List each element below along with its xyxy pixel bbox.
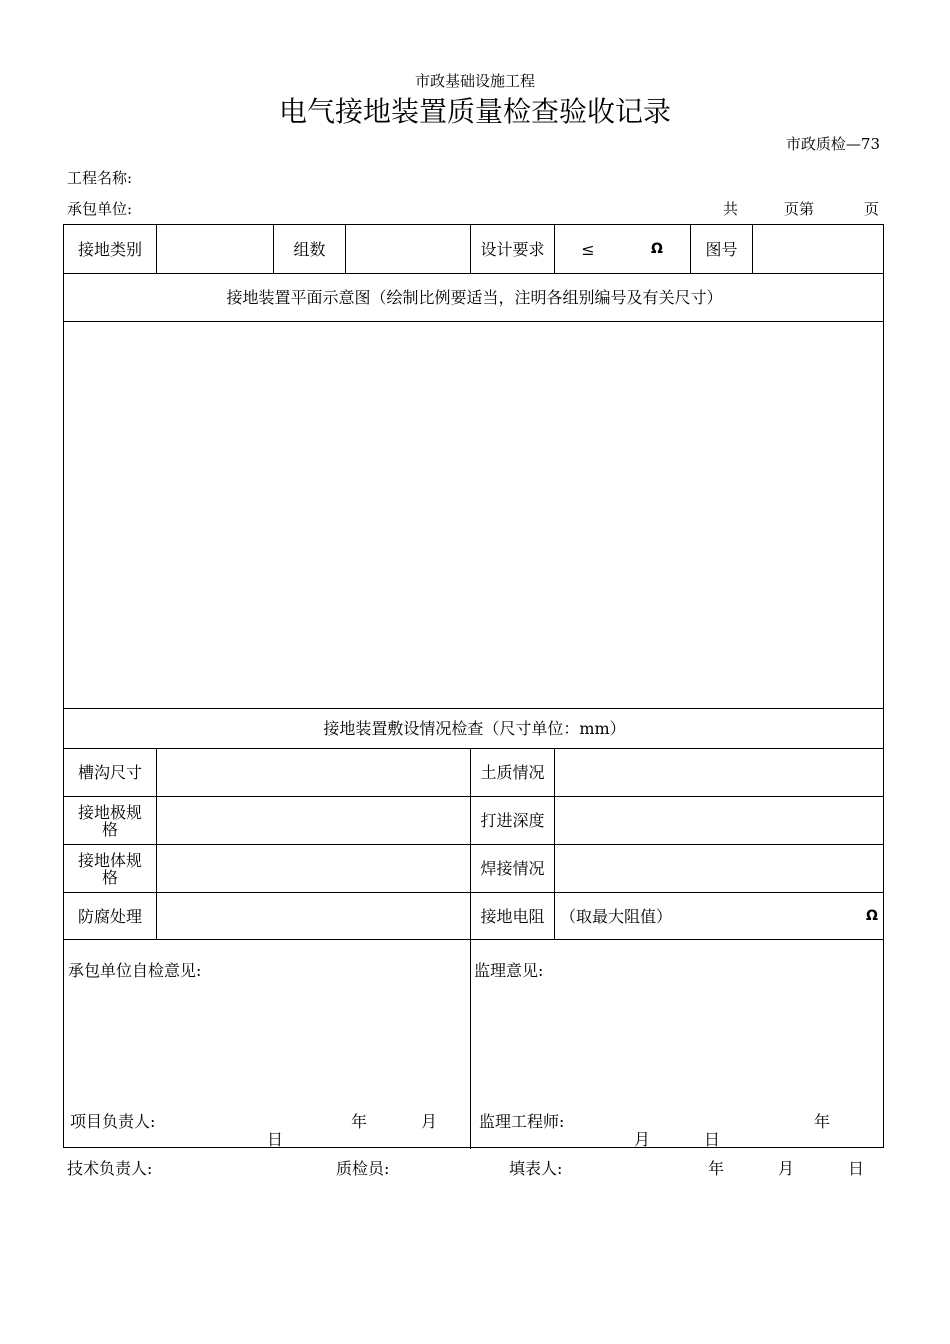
group-count-label: 组数	[293, 239, 326, 259]
trench-size-label: 槽沟尺寸	[77, 763, 142, 782]
electrode-spec-cell	[64, 797, 156, 844]
welding-condition-label: 焊接情况	[480, 859, 545, 878]
electrode-spec-value[interactable]	[157, 797, 470, 844]
ground-resistance-label: 接地电阻	[480, 906, 545, 926]
ground-type-label: 接地类别	[77, 239, 142, 259]
page-mid-label: 页第	[784, 200, 815, 218]
supervisor-year-label: 年	[814, 1112, 831, 1131]
trench-size-value[interactable]	[157, 749, 470, 796]
body-spec-label: 接地体规格	[77, 850, 142, 887]
page-total-label: 共	[723, 200, 739, 218]
page-title: 电气接地装置质量检查验收记录	[278, 95, 671, 128]
inspector-label: 质检员:	[336, 1159, 390, 1178]
resistance-note: （取最大阻值）	[560, 906, 673, 926]
supervisor-opinion-label: 监理意见:	[474, 961, 544, 980]
inspection-table	[63, 224, 884, 1148]
supervisor-month-label: 月	[634, 1130, 651, 1149]
welding-condition-value[interactable]	[555, 845, 884, 892]
footer-year-label: 年	[708, 1159, 725, 1178]
body-spec-value[interactable]	[157, 845, 470, 892]
design-requirement-label: 设计要求	[480, 239, 545, 259]
contractor-label: 承包单位:	[67, 200, 133, 218]
ohm-unit: Ω	[651, 240, 663, 257]
soil-condition-value[interactable]	[555, 749, 884, 796]
laying-caption: 接地装置敷设情况检查（尺寸单位：mm）	[323, 719, 626, 738]
contractor-year-label: 年	[351, 1112, 368, 1131]
drawing-number-value[interactable]	[753, 225, 884, 273]
soil-condition-label: 土质情况	[480, 763, 545, 782]
tech-lead-label: 技术负责人:	[67, 1159, 153, 1178]
drawing-number-label: 图号	[705, 239, 738, 259]
contractor-day-label: 日	[267, 1130, 284, 1149]
electrode-spec-label: 接地极规格	[77, 802, 142, 839]
resistance-ohm-unit: Ω	[866, 907, 878, 924]
drive-depth-label: 打进深度	[480, 811, 545, 830]
project-manager-label: 项目负责人:	[70, 1112, 156, 1131]
anticorrosion-label: 防腐处理	[77, 906, 142, 926]
footer-month-label: 月	[778, 1159, 795, 1178]
less-equal-symbol: ≤	[581, 239, 595, 259]
diagram-area[interactable]	[64, 322, 885, 708]
drive-depth-value[interactable]	[555, 797, 884, 844]
supervising-engineer-label: 监理工程师:	[479, 1112, 565, 1131]
footer-day-label: 日	[848, 1159, 865, 1178]
diagram-caption: 接地装置平面示意图（绘制比例要适当，注明各组别编号及有关尺寸）	[226, 288, 723, 307]
group-count-value[interactable]	[346, 225, 470, 273]
contractor-month-label: 月	[421, 1112, 438, 1131]
project-name-label: 工程名称:	[67, 169, 133, 187]
form-code: 市政质检—73	[785, 135, 880, 153]
page-end-label: 页	[864, 200, 880, 218]
subtitle: 市政基础设施工程	[414, 72, 535, 90]
supervisor-day-label: 日	[704, 1130, 721, 1149]
filler-label: 填表人:	[509, 1159, 563, 1178]
ground-type-value[interactable]	[157, 225, 273, 273]
anticorrosion-value[interactable]	[157, 893, 470, 939]
contractor-opinion-label: 承包单位自检意见:	[68, 961, 202, 980]
body-spec-cell	[64, 845, 156, 892]
